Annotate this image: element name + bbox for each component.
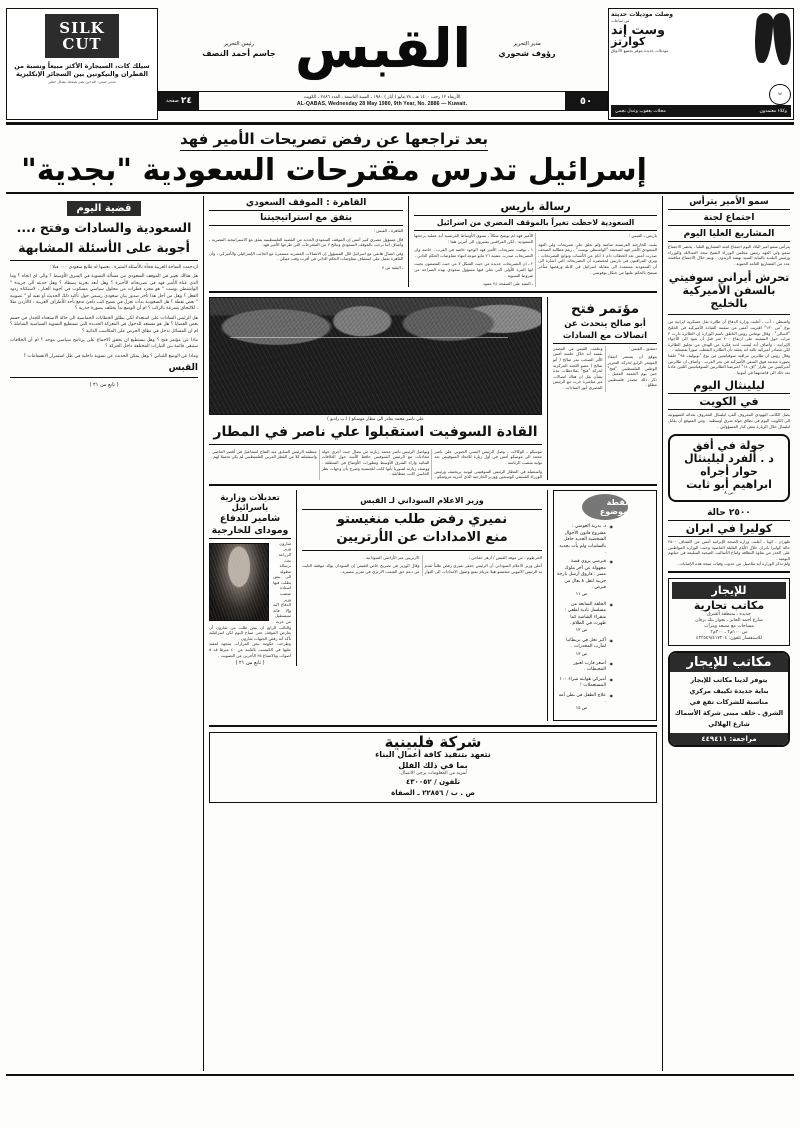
cholera-head-2: كوليرا في ايران [668, 523, 790, 537]
price-badge [565, 92, 607, 110]
note-page: ص ١٤ [575, 706, 588, 712]
photo-story-body3: منظمة الرئيس السابق عبد الفتاح اسماعيل في أقصر الماضي . واستقبلته كلا من القطر العربي الفلسطيني لم يكن تجميلا لهم . [209, 448, 317, 460]
photo-caption: علي ناصر محمد يغادر الى مطار موسكو ( ا.ب راديو ) [327, 416, 424, 422]
ad2-line-1: يتوفر لدينا مكاتب للإيجار [690, 676, 768, 685]
israel-cabinet-head-2: شامير للدفاع [219, 512, 281, 524]
rule [209, 444, 542, 445]
amir-head-2: اجتماع لجنة [668, 212, 790, 226]
promo-lilienthal-interview[interactable] [668, 434, 790, 502]
cholera-body: طهران ـ كونا ـ أعلنت وزارة الصحة الإيرانية أمس عن اكتشاف ٢٥٠٠ حالة كوليرا بايران خلال الأيام القليلة الماضية وحثت الوزارة المواطنين على الحذر من نقاوة النظافة واتباع الأساليب الصحية السليمة في حياتهم اليومية . [668, 539, 790, 561]
headline-divider [6, 192, 794, 194]
issue-of-day-head-1: السعودية والسادات وفتح ،... [16, 220, 192, 235]
column-rule [296, 490, 297, 666]
lilienthal-head-2: في الكويت [668, 396, 790, 410]
ad2-line-4: الشرق ـ خلف مبنى شركة الأسماك [674, 709, 784, 718]
amir-head-3: المشاريع العليا اليوم [668, 228, 790, 242]
photo-story-body: واستقبله في المطار الرئيس السوفييتي ليونيد بريجنيف ورئيس الوزراء القسمي كوسيغين ووزير الخارجية الذي أندريه غروميكو . [434, 468, 542, 480]
rule [668, 314, 790, 315]
column-middle [205, 196, 661, 1071]
pages-count: ٢٤ [180, 96, 192, 106]
sudan-body: أعلن وزير الاعلام السوداني أن الرئيس جعفر نميري رفض طلباً تقدم به الرئيس الاثيوبي منغستو هيلا مريام بمنع وصول الامدادات الى الثوار الارتريين عبر الأراضي السودانية . [363, 554, 542, 574]
headline-zone [0, 125, 800, 190]
dateline-arabic: الأربعاء ١٢ رجب ١٤٠٠ هـ ـ ٢٨ مايو ( أيار ) ١٩٨٠ ـ السنة التاسعة ـ العدد ٢٨٨٦ ـ الكويت [303, 95, 461, 101]
promo-line-4: ابراهيم أبو ثابت [686, 478, 772, 492]
rule [10, 377, 198, 378]
editor-in-chief-label: رئيس التحرير [223, 41, 254, 47]
notes-index-list [557, 524, 653, 713]
dateline-english: AL-QABAS, Wednesday 28 May 1980, 9th Year, No. 2886 — Kuwait. [296, 100, 468, 107]
ad-strip-left: وكلاء معتمدون [759, 108, 787, 114]
dateline-bar [158, 91, 608, 111]
note-text: أصغر قارب لعبور المحيطات . [573, 661, 606, 673]
paris-point-1: ١ ـ توقيت تصريحات الأمير فهد الوجود خاصة في القرب ، خاصة وان التصريحات صدرت عشية ٢٦ مايو موعد انتهاء مفاوضات الحكم الذاتي . [414, 247, 534, 258]
amir-head-1: سمو الأمير يترأس [668, 196, 790, 210]
ad2-phone: مراجعة: ٤٤٩٤١١ [670, 733, 788, 745]
saudi-position-head-2: يتفق مع استراتيجيتنا [209, 213, 403, 226]
iran-soviet-body2: وقال روس ان طائرتي مراقبة سوفياتيتين من نوع "توبوليف ٩٥" حلقتا بصورة متدنية فوق السفن الأميركية في بحر العرب . وأضاف ان طائرتين أميركيتين من طراز "اف ١٤" اعترضتا الطائرتين السوفياتيتين اللتين عادتا بعد ذلك الى قاعدتهما في أثيوبيا . [668, 352, 791, 375]
issue-question-2: هل الرئيس السادات على استعداد لكي يطلق الخطابات الحماسية الى حالة الاستعداد للجدل في حسم بعض القضايا ؟ هل هو مستعد للدخول في المعركة الجديدة التي تستطيع التسوية السياسية الشاملة ؟ ام ان المسائل تدخل في نطاق الحرص على المكاسب الذاتية ؟ [10, 315, 198, 334]
paris-letter-tag: رسالة باريس [414, 200, 657, 216]
fatah-head-2: اتصالات مع السادات [553, 331, 657, 344]
rule [209, 725, 657, 727]
issue-question-1: هل هنالك تغيير في الموقف السعودي من مسألة التسوية في الشرق الأوسط ؟ والى اي اتجاه ؟ وما الذي عناه الأمير فهد في تصريحاته الأخيرة ؟ وهل أبعد بحرية يصطاد ؟ وهل حديثه الى جريدة " الواشنطن بوست " هو مجرد قطرات من محلول سياسي مسكوب في أجوبة الغبار ، لاستكناه ردود الفعل ؟ وهل من أجل هذا تأخر صدور بيان سعودي رسمي حول تأكيد ذلك الحديث أو نفيه أو " تصويبه " بعض نقطة ؟ هل السعودية بدأت تغزل في نسيج كبب دافئ تدفع بأحد الأطراف العربية ، كالأردن مثلا ، للالتحاق بسرعة بالركب ؟ ام أن الوضع بدأ يختلف بصورة جذرية ؟ [10, 274, 198, 312]
paris-body2: الأمير فهد لم يوضح شكلاً ، بسوى الأوساط الفرنسية أية عملية يرجحها السعودية ، لكن المراقبين يشيرون الى أمرين هما : [414, 233, 534, 244]
ad2-head: مكاتب للإيجار [670, 653, 788, 672]
philippine-ad-head: شركة فلبينية [384, 733, 482, 752]
masthead-center [158, 8, 608, 120]
ad1-line-2: شارع أحمد الجابر ـ بجوار بنك برقان [695, 618, 763, 624]
editor-in-chief-block [197, 41, 281, 57]
managing-editor-label: مدير التحرير [513, 41, 541, 47]
column-rule [408, 196, 409, 287]
saudi-dateline: القاهرة ـ القبس : [373, 228, 404, 233]
sudan-dateline: الخرطوم ـ من موفد القبس / أزهر خفاجي : [468, 554, 542, 560]
paris-dateline: باريس ـ القبس : [628, 233, 657, 238]
promo-line-1: جولة في أفق [692, 439, 766, 453]
saudi-body2: وفي اتصال هاتفي مع اسرائيل قال المسؤول إن الاتصالات المصرية مستمرة مع الجانب الإسرائيلي والأميركي ، وأن القاهرة تعمل على استئناف مفاوضات الحكم الذاتي في أقرب وقت ممكن . [209, 250, 404, 262]
ad1-line-4: من ١٠٠م٢ ـ ٣٠٠م٢ [710, 630, 748, 636]
israel-cabinet-body2: وطرحت حكومة بيغن القرارات بمجهد لمفتة عليها في الكنيست بالثانية عن ٤٠ ميرفا قد ٥ أصوات وبالامتناع ٢٥ الآخرين عن التصويت . [209, 641, 292, 658]
philippine-ad-phone: تلفون / ٤٣٠٠٥٢ [406, 778, 460, 787]
philippine-ad-pobox: ص . ب / ٢٢٨٥٦ ـ الصفاة [391, 789, 475, 798]
philippine-ad-line-2: بما في ذلك الفلل [398, 761, 468, 771]
watch-illustration [755, 11, 791, 65]
ad-arrived-label: وصلت موديلات حديثة [611, 11, 674, 18]
ad1-phone: للاستفسار تلفون: ٤٢٢٥٤٩/٤١٧٢٠٤ [696, 636, 762, 642]
story-amir-committee [668, 196, 790, 242]
column-right [6, 196, 202, 1071]
newspaper-logo: القبس [294, 17, 472, 80]
masthead [0, 0, 800, 120]
fatah-conference-tag: مؤتمر فتح [570, 300, 640, 317]
ad1-line-1: جديدة ـ بمنطقة الشرق [707, 612, 751, 618]
ad-brand-secondary: كوارتز [611, 35, 646, 48]
silk-cut-line2: CUT [62, 35, 102, 53]
ad2-line-2: بناية جديدة تكييف مركزي [689, 687, 769, 696]
issue-question-3: ماذا عن مؤتمر فتح ؟ وهل يستطيع ان يحقق الاجماع على برنامج سياسي موحد ؟ ام أن الخلافات ستبقى قائمة بين التيارات المختلفة داخل الحركة ؟ [10, 338, 198, 350]
column-rule [547, 297, 548, 480]
israel-cabinet-body: شارون وزير الزراعة بعث برسالة مطولة الى بيغن يطلب فيها اسناده منصب وزير الدفاع اليه وإلا فانه سيستقيل من حزبه . والنائب الرابع ان بيغن طلب من شارون أن يعارض الموقف حتى صباح اليوم لكن اسرائيلية تأكد أنه رفض الجبهات شارون . [209, 540, 291, 641]
philippine-ad-line-1: نتعهد بتنفيذ كافة أعمال البناء [375, 750, 491, 760]
issue-signature: القبس [168, 363, 198, 374]
cholera-head-1: ٢٥٠٠ حالة [668, 507, 790, 521]
sudan-head-1: نميري رفض طلب منغيستو [336, 511, 508, 527]
issue-of-day-head-2: أجوبة على الأسئلة المشابهة [18, 240, 190, 255]
note-text: قبرصي يروي قصة مجهولة عن آخر ملوك مصر : فاروق أرسل بارجة حربية لنقل ٨ بغال من قبرص . [557, 559, 606, 590]
sudan-tag: وزير الاعلام السوداني لـ القبس [302, 494, 542, 510]
sudan-head-2: منع الامدادات عن الأرتريين [336, 529, 508, 545]
ad-from-label: من ساعات [611, 18, 630, 23]
rule [209, 484, 657, 486]
ad1-line-3: مساحات مع مصعد ومرآب [704, 624, 754, 630]
issue-continued: ( تابع من ٢١ ) [89, 382, 119, 389]
paris-point-2: ٢ ـ ان التصريحات جديدة من حيث الشكل لا من حيث المضمون بحيث انها المرة الأولى التي تعلن فيها مسؤول سعودي بهذه الصراحة عن شروط التسوية . [414, 261, 534, 278]
silk-cut-line1: SILK [59, 19, 105, 37]
column-left [664, 196, 794, 1071]
story-cholera [668, 507, 790, 537]
headline-left-spacer [666, 129, 794, 188]
photo-grain [210, 298, 541, 414]
note-text: علاج الطفل في بطن أمه . [558, 692, 606, 705]
column-rule [662, 196, 663, 1071]
photo-soviet-leaders-airport [209, 297, 542, 415]
ad-strip-right: محلات يعقوب وعدل نجمي [615, 108, 666, 114]
silk-cut-caption: سيلك كات، السيجارة الأكثر مبيعاً ونسبة من القطران والنيكوتين بين السجائر الإنكليزية [14, 62, 150, 78]
list-item[interactable] [557, 524, 613, 556]
photo-story-headline: القادة السوفيت استقبلوا علي ناصر في المطار [213, 423, 538, 440]
column-rule [203, 196, 204, 1071]
notes-index-tag: نقطة موضوع [582, 494, 628, 520]
list-item[interactable] [557, 602, 613, 635]
sudan-body2: وقال الوزير في تصريح خاص للقبس إن السودان يؤكد موقفه الثابت من دعم حق الشعب الارتري في تقرير مصيره . [302, 563, 420, 574]
pages-label: صفحة [166, 98, 179, 104]
ad2-line-3: مناسبة للشركات تقع في [689, 698, 769, 707]
rule [209, 291, 657, 293]
list-item[interactable] [557, 661, 613, 674]
ad-silk-cut[interactable] [6, 8, 158, 120]
page-grid [0, 196, 800, 1071]
lilienthal-body: يصل الكاتب اليهودي المعروف ألفرد ليلينثال المعروف بعدائه للصهيونية الى الكويت اليوم في نطاق جولة شرق أوسطية . ومن المتوقع أن يقابل ليلينثال خلال الزيارة بعض كبار المسؤولين . [668, 412, 790, 429]
price-value: ٥٠ [579, 95, 593, 107]
photo-story-dateline: موسكو ـ الوكالات ـ وصل الرئيس اليمني الجنوبي علي ناصر محمد الى موسكو أمس في أول زيارة للاتحاد السوفييتي بعد توليه منصب الرئاسة . [434, 448, 542, 465]
story-lilienthal [668, 380, 790, 410]
managing-editor-block [485, 41, 569, 57]
fatah-dateline: دمشق ـ القبس : [628, 345, 657, 351]
paris-continued: ـ البقية على الصفحة ٢٤ عمود [483, 281, 534, 287]
list-item[interactable] [557, 677, 613, 690]
ad1-head-1: للإيجار [672, 582, 786, 599]
photo-horizon [230, 337, 508, 338]
ad1-head-2: مكاتب تجارية [693, 599, 765, 613]
israel-cabinet-head-1: تعديلات وزارية باسرائيل [220, 491, 280, 512]
promo-line-2: د . ألفرد ليلينثال [684, 452, 774, 466]
rule [302, 550, 542, 551]
note-page: ص ١١ [575, 592, 588, 598]
headline-kicker: بعد تراجعها عن رفض تصريحات الأمير فهد [180, 130, 488, 151]
note-page: ص ١٣ [575, 651, 588, 657]
israel-cabinet-head-3: ومودای للخارجية [209, 526, 291, 539]
note-text: أميركي هوايته شراء ١٠٠ المستعملات ! [559, 676, 606, 689]
notes-index-box [553, 490, 657, 722]
ad-offices-for-rent-2[interactable] [668, 651, 790, 747]
rule [10, 260, 198, 261]
paris-letter-head: السعودية لاحظت تغيراً بالموقف المصري من اسرائيل [414, 218, 657, 231]
page-footer-rule [6, 1074, 794, 1076]
fatah-body2: وعلمت القبس من المصدر نفسه أنه خلال جلسة أمس الأثر الصخب نمر صالح ( أبو صالح ) عضو اللجنة المركزية لحركة "فتح" بملاحظات عدة بشأن نقل ان هناك اتصالات غير مباشرة جرت مع الرئيس المصري أنور السادات . [553, 345, 603, 390]
lilienthal-head-1: ليلينثال اليوم [668, 380, 790, 394]
ad-brand-primary: وست إند [611, 22, 665, 37]
note-page: ص ١٢ [575, 628, 588, 634]
fatah-body: يتوقع أن يستمر انعقاد المؤتمر الرابع لحركة التحرير الوطني الفلسطيني "فتح" حتى يوم الجمعة المقبل . ذكر ذلك مصدر فلسطيني مطلع . [607, 354, 657, 388]
ad-west-end-watch[interactable] [608, 8, 794, 120]
rule [668, 571, 790, 573]
editor-in-chief-name: جاسم أحمد النصف [202, 49, 276, 58]
fatah-head-1: أبو صالح يتحدث عن [564, 318, 646, 329]
cholera-body2: ولم تذكر الوزارة أية تفاصيل عن حدوث وفيات نتيجة هذه الإصابات . [676, 561, 790, 567]
photo-story-body2: ويواصل الرئيس ناصر محمد زيارته من نضال حيث أجرى جولة محادثات مع الرئيس السوفيتي حافظ الأسد حول العلاقات الثنائية وازاء الشرق الأوسط وتطورات الأوضاع في المنطقة . ووصف زيارته لسوريا بأنها كانت للجنسية وصرح بأن وجهات نظر الجانبين كانت متطابقة . [321, 448, 430, 477]
issue-question-4: وماذا عن الوضع اللبناني ؟ وهل يمكن الحديث عن تسوية داخلية في ظل استمرار الانقسامات ؟ [23, 353, 198, 359]
israel-cabinet-continued: ( تابع من ٢١ ) [235, 660, 265, 667]
ad-offices-for-rent-1[interactable] [668, 578, 790, 646]
pages-badge [159, 92, 199, 110]
ad-tagline: موديلات جديدة تتوفر بجميع الأذواق [611, 48, 669, 53]
saudi-continued: ـ البقية ص ٧ [381, 264, 404, 270]
philippine-ad-line-3: لمزيد من المعلومات يرجى الاتصال: [399, 771, 467, 777]
note-text: د. بدرية العوضي : مشروع قانون الأحوال الشخصية الجديد حافل بالسلبيات ولم يأت بجديد . [559, 524, 606, 555]
issue-of-day-tag: قضية اليوم [67, 201, 142, 216]
saudi-position-head-1: القاهرة : الموقف السعودي [209, 198, 403, 211]
silk-cut-warning: تحذير صحي: التدخين يضر بصحتك بشكل خطير [48, 80, 116, 84]
ad-philippine-construction[interactable] [209, 732, 657, 803]
ad2-line-5: شارع الهلالي [708, 720, 750, 729]
issue-intro: ازدحمت الساحة العربية فجأة بالأسئلة المثيرة ، بعضها له طابع سعودي ٠٠٠ فيلا : [49, 265, 198, 270]
managing-editor-name: رؤوف شحوري [498, 49, 556, 58]
iran-soviet-body: واشنطن ـ أ.ب ـ أعلنت وزارة الدفاع أن طائرة نقل عسكرية ايرانية من نوع "س ١٣٠" اقتربت أمس من سفينة القيادة الأميركية في الخليج "لاسالي" . وقال توماس روس الناطق باسم الوزارة إن الطائرة دارت ٣ مرات حول السفينة على ارتفاع ٢٠٠ متر قبل أن تعود الى الأجواء الإيرانية . وأضاف أنه ليست لديه فكرة عن الهدف من تحليق الطائرة لكن مصادر أميركية ثالثة أنه يعتقد بأن الطائرة التقطت صوراً تفصيلية . [668, 319, 790, 353]
saudi-body: قال مسؤول مصري كبير أمس إن الموقف السعودي الجديد من القضية الفلسطينية يتفق مع الاستراتيجية المصرية ، وأضاف أننا نرحب بالموقف السعودي ونتائج ٢ من المقترحات التي طرحها الأمير فهد . [209, 236, 404, 248]
paris-body: بقيت الخارجية الفرنسية صامتة ولم تعلق على تصريحات ولي العهد السعودي الأمير فهد لصحيفة "الواشنطن بوست" ، رغم مطالبة الصحف صدرت أمس بعد الخطاب دام ٤ أيام عن الأسباب ونوابع التصريحات . ويرى المراقبون في باريس لمختصرة أن التصريحات التي أشارة الى أن السعودية مستعدة الى مقابلة اسرائيل في كابلة ورفضها متأخر تسمح بالحكم عليها من جنكل بوفوسي . [538, 241, 657, 275]
silk-cut-logo [45, 14, 119, 58]
promo-page-ref: ص ٨ [724, 491, 734, 497]
list-item[interactable] [557, 559, 613, 598]
amir-body: يترأس سمو أمير البلاد اليوم اجتماع لجنة المشاريع العليا . يحضر الاجتماع سمو ولي العهد رئيس مجلس الوزراء الشيخ سعد العبدالله والوزراء ورئيس البلدية بالنيابة السيد نهضة الزيدون . ويتم خلال الاجتماع مناقشة عدد من المشاريع العامة الحيوية . [668, 244, 790, 266]
west-end-seal-icon: W [769, 84, 791, 106]
list-item[interactable] [557, 693, 613, 713]
story-iran-soviet-head: تحرش أيراني سوفيتي بالسفن الأميركية بالخليج [668, 271, 790, 311]
note-text: الحلقة السابعة من مسلسل نادية لطفي : شقراء الشاشة كما ظهرت في الظلام . [564, 601, 606, 626]
note-text: أكبر نخل في بريطانيا لمآرب المخدرات . [566, 637, 606, 650]
promo-line-3: حوار أجراه [700, 465, 758, 479]
column-rule [547, 490, 548, 722]
list-item[interactable] [557, 638, 613, 658]
main-headline: إسرائيل تدرس مقترحات السعودية "بجدية" [21, 153, 647, 188]
